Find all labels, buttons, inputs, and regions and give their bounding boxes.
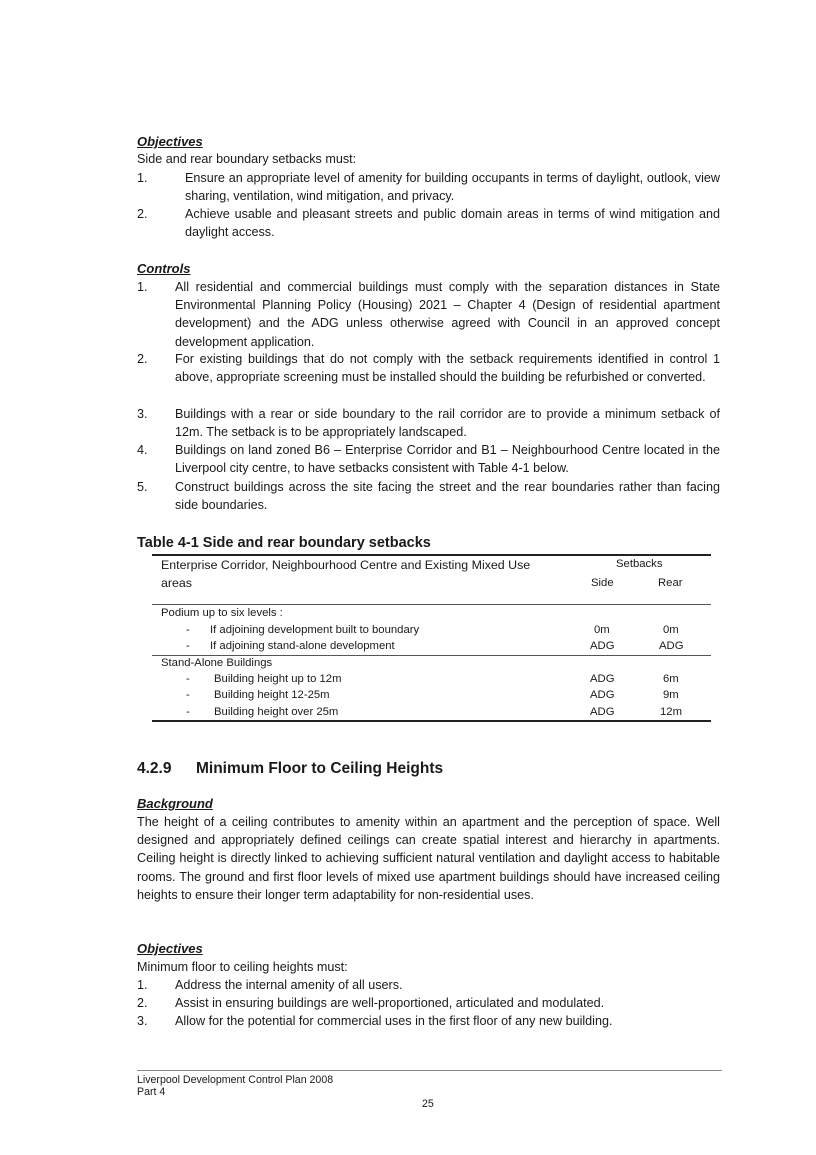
table-row-label: Building height up to 12m (214, 673, 342, 685)
table-header-line2: areas (161, 576, 192, 590)
table-header-rule (152, 604, 711, 605)
footer-title: Liverpool Development Control Plan 2008 (137, 1074, 334, 1086)
table-cell-side: 0m (594, 624, 610, 636)
footer-part: Part 4 (137, 1086, 166, 1098)
table-header-side: Side (591, 577, 614, 589)
table-cell-side: ADG (590, 706, 615, 718)
background-heading: Background (137, 796, 213, 811)
table-cell-rear: 6m (663, 673, 679, 685)
table-row-dash: - (186, 689, 190, 701)
table-title: Table 4-1 Side and rear boundary setbacks (137, 535, 431, 551)
table-bottom-rule (152, 720, 711, 722)
table-cell-rear: 12m (660, 706, 682, 718)
background-paragraph: The height of a ceiling contributes to amenity within an apartment and the perception of space. Well designed and appropriately defined ceilings can create spatial interest and hierarchy in apartments. Ceiling height is directly linked to achieving sufficient natural ventilation and daylight access to habitable rooms. The ground and first floor levels of mixed use apartment buildings should have increased ceiling heights to ensure their longer term adaptability for non-residential uses. (137, 815, 720, 902)
table-cell-rear: 9m (663, 689, 679, 701)
table-row-label: Building height 12-25m (214, 689, 330, 701)
page-number: 25 (422, 1098, 434, 1110)
table-group-label: Stand-Alone Buildings (161, 657, 273, 669)
table-cell-rear: ADG (659, 640, 684, 652)
table-cell-side: ADG (590, 673, 615, 685)
table-header-line1: Enterprise Corridor, Neighbourhood Centre and Existing Mixed Use (161, 558, 531, 572)
objectives-intro: Minimum floor to ceiling heights must: (137, 960, 348, 974)
table-row-label: If adjoining development built to boundary (210, 624, 420, 636)
objectives-intro: Side and rear boundary setbacks must: (137, 152, 357, 166)
table-cell-rear: 0m (663, 624, 679, 636)
section-title: Minimum Floor to Ceiling Heights (196, 760, 444, 777)
table-header-rear: Rear (658, 577, 683, 589)
table-top-rule (152, 554, 711, 556)
table-cell-side: ADG (590, 689, 615, 701)
table-row-dash: - (186, 640, 190, 652)
controls-heading: Controls (137, 261, 191, 276)
table-row-dash: - (186, 673, 190, 685)
footer-rule (137, 1070, 722, 1071)
table-header-setbacks: Setbacks (616, 558, 663, 570)
section-number: 4.2.9 (137, 760, 172, 777)
table-row-dash: - (186, 706, 190, 718)
table-row-label: Building height over 25m (214, 706, 339, 718)
objectives-heading: Objectives (137, 941, 203, 956)
table-row-label: If adjoining stand-alone development (210, 640, 395, 652)
table-row-dash: - (186, 624, 190, 636)
objectives-heading: Objectives (137, 134, 203, 149)
table-group-label: Podium up to six levels : (161, 607, 283, 619)
table-cell-side: ADG (590, 640, 615, 652)
